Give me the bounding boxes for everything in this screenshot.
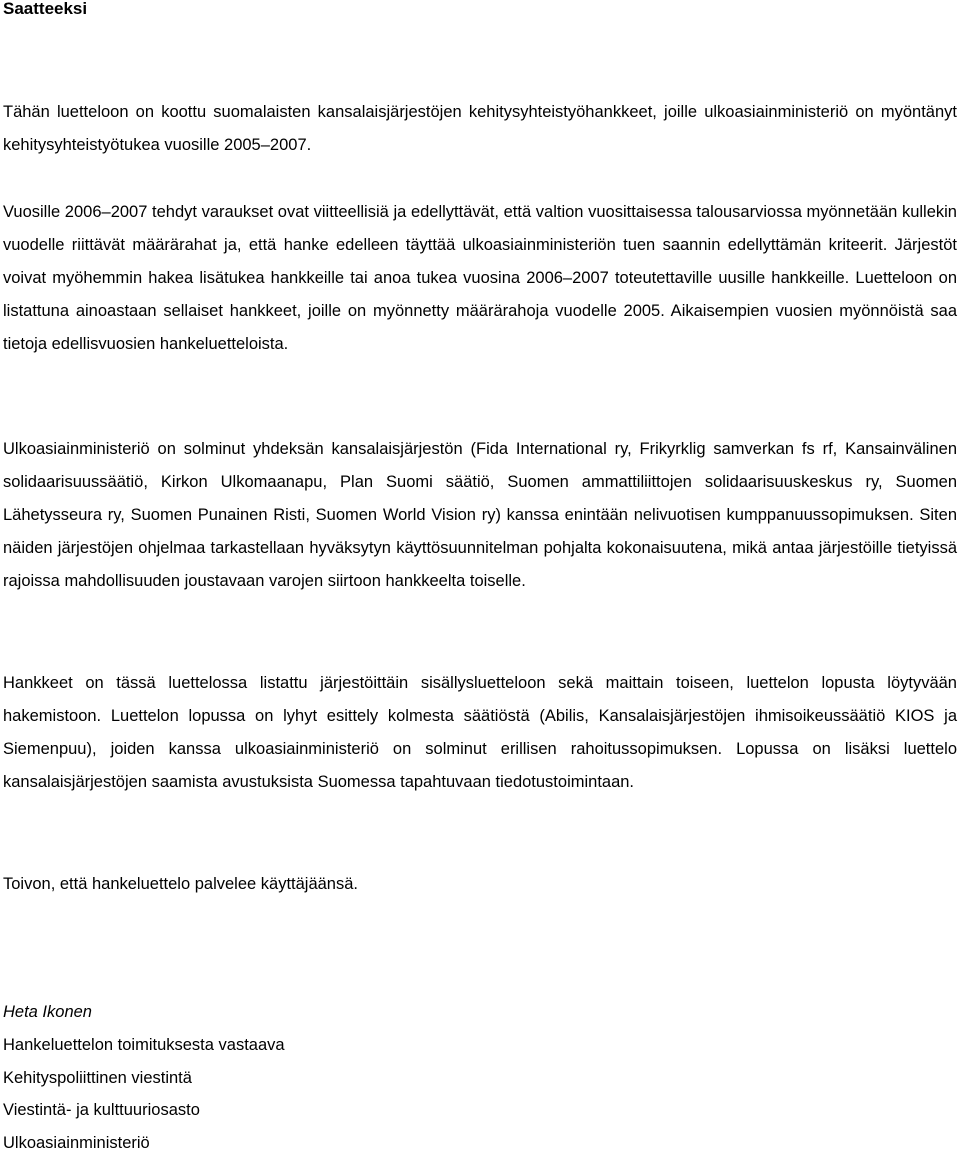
signature-role: Hankeluettelon toimituksesta vastaava <box>3 1035 285 1054</box>
paragraph-partnerships: Ulkoasiainministeriö on solminut yhdeksän kansalaisjärjestön (Fida International ry, Frikyrklig samverkan fs rf, Kansainvälinen solidaarisuussäätiö, Kirkon Ulkomaanapu, Plan Suomi säätiö, Suomen ammattiliittojen solidaarisuuskeskus ry, Suomen Lähetysseura ry, Suomen Punainen Risti, Suomen World Vision ry) kanssa enintään nelivuotisen kumppanuussopimuksen. Siten näiden järjestöjen ohjelmaa tarkastellaan hyväksytyn käyttösuunnitelman pohjalta kokonaisuutena, mikä antaa järjestöille tietyissä rajoissa mahdollisuuden joustavaan varojen siirtoon hankkeelta toiselle. <box>3 440 957 590</box>
paragraph-reservations: Vuosille 2006–2007 tehdyt varaukset ovat viitteellisiä ja edellyttävät, että valtion vuosittaisessa talousarviossa myönnetään kullekin vuodelle riittävät määrärahat ja, että hanke edelleen täyttää ulkoasiainministeriön tuen saannin edellyttämän kriteerit. Järjestöt voivat myöhemmin hakea lisätukea hankkeille tai anoa tukea vuosina 2006–2007 toteutettaville uusille hankkeille. Luetteloon on listattuna ainoastaan sellaiset hankkeet, joille on myönnetty määrärahoja vuodelle 2005. Aikaisempien vuosien myönnöistä saa tietoja edellisvuosien hankeluetteloista. <box>3 203 957 353</box>
paragraph-intro: Tähän luetteloon on koottu suomalaisten kansalaisjärjestöjen kehitysyhteistyöhankkeet, joille ulkoasiainministeriö on myöntänyt kehitysyhteistyötukea vuosille 2005–2007. <box>3 103 957 154</box>
paragraph-closing: Toivon, että hankeluettelo palvelee käyttäjäänsä. <box>3 875 358 893</box>
signature-ministry: Ulkoasiainministeriö <box>3 1134 150 1153</box>
document-title: Saatteeksi <box>3 0 88 18</box>
paragraph-organization: Hankkeet on tässä luettelossa listattu järjestöittäin sisällysluetteloon sekä maittain toiseen, luettelon lopusta löytyvään hakemistoon. Luettelon lopussa on lyhyt esittely kolmesta säätiöstä (Abilis, Kansalaisjärjestöjen ihmisoikeussäätiö KIOS ja Siemenpuu), joiden kanssa ulkoasiainministeriö on solminut erillisen rahoitussopimuksen. Lopussa on lisäksi luettelo kansalaisjärjestöjen saamista avustuksista Suomessa tapahtuvaan tiedotustoimintaan. <box>3 674 957 791</box>
signature-unit: Kehityspoliittinen viestintä <box>3 1068 192 1087</box>
signature-department: Viestintä- ja kulttuuriosasto <box>3 1101 200 1120</box>
signature-name: Heta Ikonen <box>3 1003 92 1021</box>
signature-block <box>3 996 285 1160</box>
